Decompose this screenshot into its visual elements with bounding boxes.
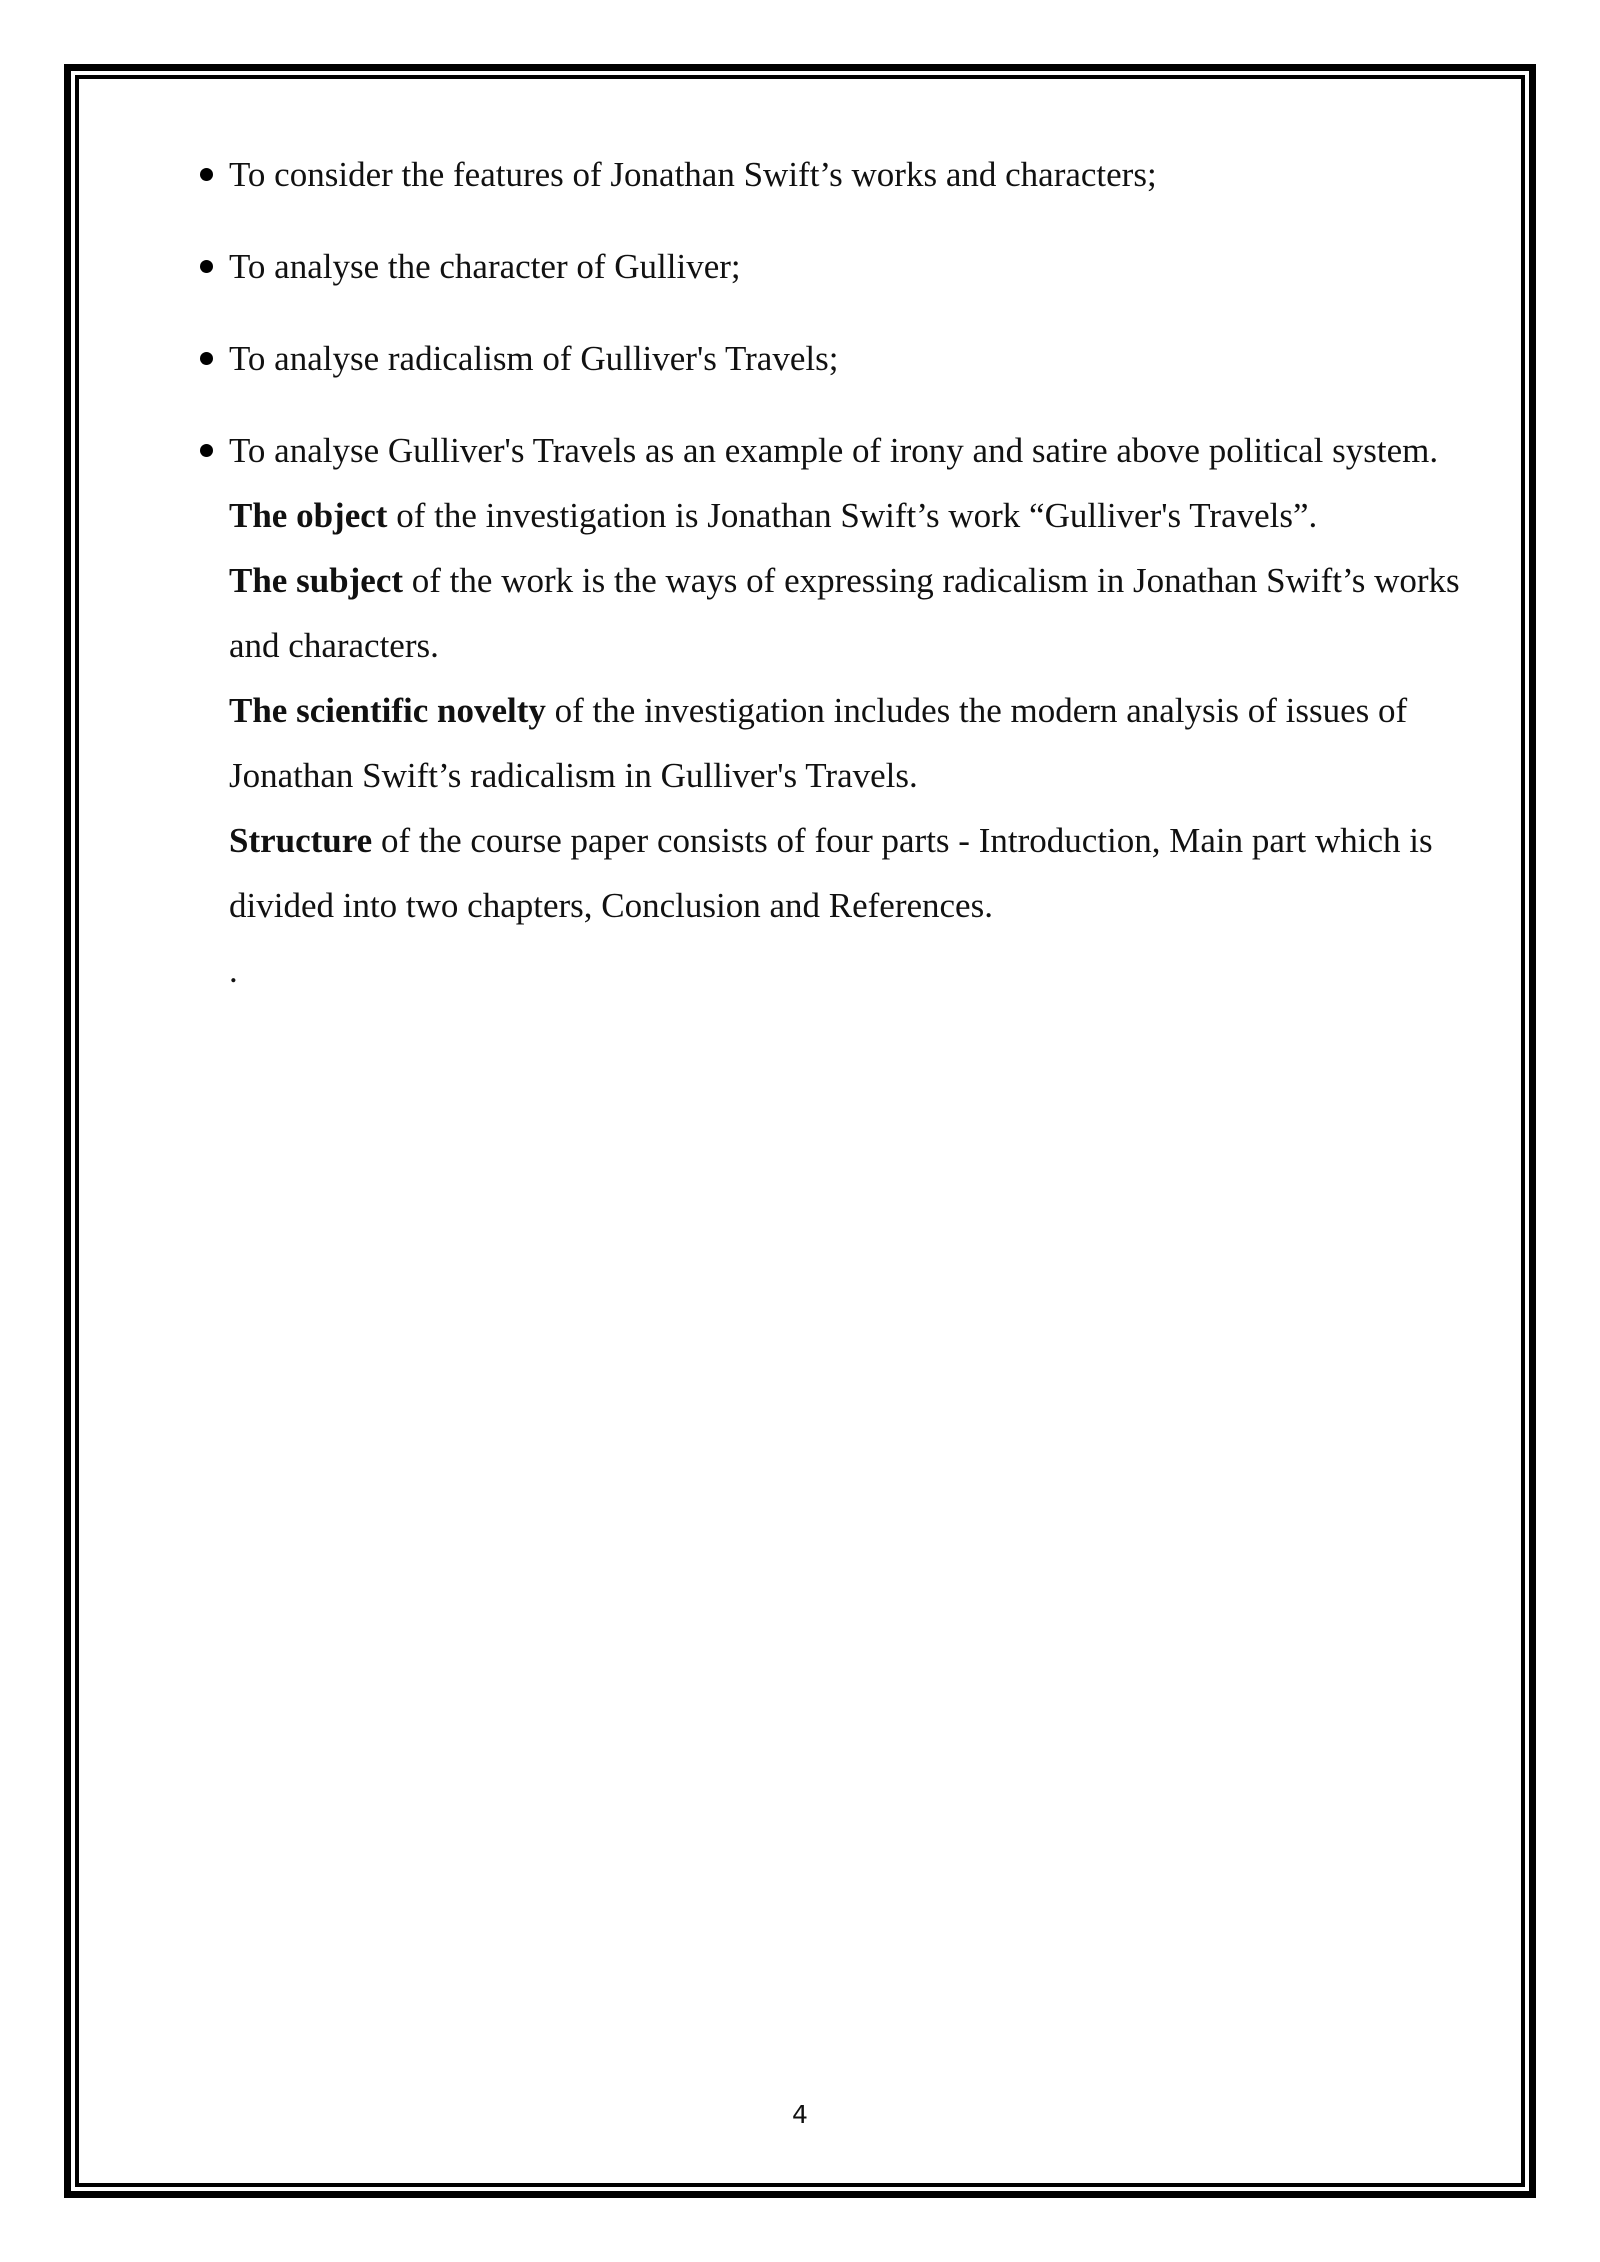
trailing-mark: . [229,951,238,990]
bullet-icon [200,444,213,457]
structure-paragraph [229,808,1469,938]
structure-label: Structure [229,821,373,860]
novelty-label: The scientific novelty [229,691,546,730]
novelty-paragraph [229,678,1469,808]
document-body [229,142,1469,1003]
subject-text: of the work is the ways of expressing radicalism in Jonathan Swift’s works and characters. [229,561,1460,665]
list-item-text: To analyse Gulliver's Travels as an example of irony and satire above political system. [229,431,1439,470]
subject-label: The subject [229,561,404,600]
list-item-text: To consider the features of Jonathan Swift’s works and characters; [229,155,1157,194]
list-item-text: To analyse radicalism of Gulliver's Travels; [229,339,839,378]
list-item [229,234,1469,299]
subject-paragraph [229,548,1469,678]
list-item-text: To analyse the character of Gulliver; [229,247,741,286]
bullet-icon [200,168,213,181]
list-item [229,142,1469,207]
structure-text: of the course paper consists of four parts - Introduction, Main part which is divided into two chapters, Conclusion and References. [229,821,1433,925]
object-paragraph [229,483,1469,548]
object-label: The object [229,496,388,535]
list-item [229,326,1469,391]
bullet-icon [200,352,213,365]
bullet-icon [200,260,213,273]
list-item [229,418,1469,483]
novelty-text: of the investigation includes the modern analysis of issues of Jonathan Swift’s radicalism in Gulliver's Travels. [229,691,1408,795]
object-text: of the investigation is Jonathan Swift’s work “Gulliver's Travels”. [387,496,1318,535]
page-number: 4 [792,2100,808,2129]
